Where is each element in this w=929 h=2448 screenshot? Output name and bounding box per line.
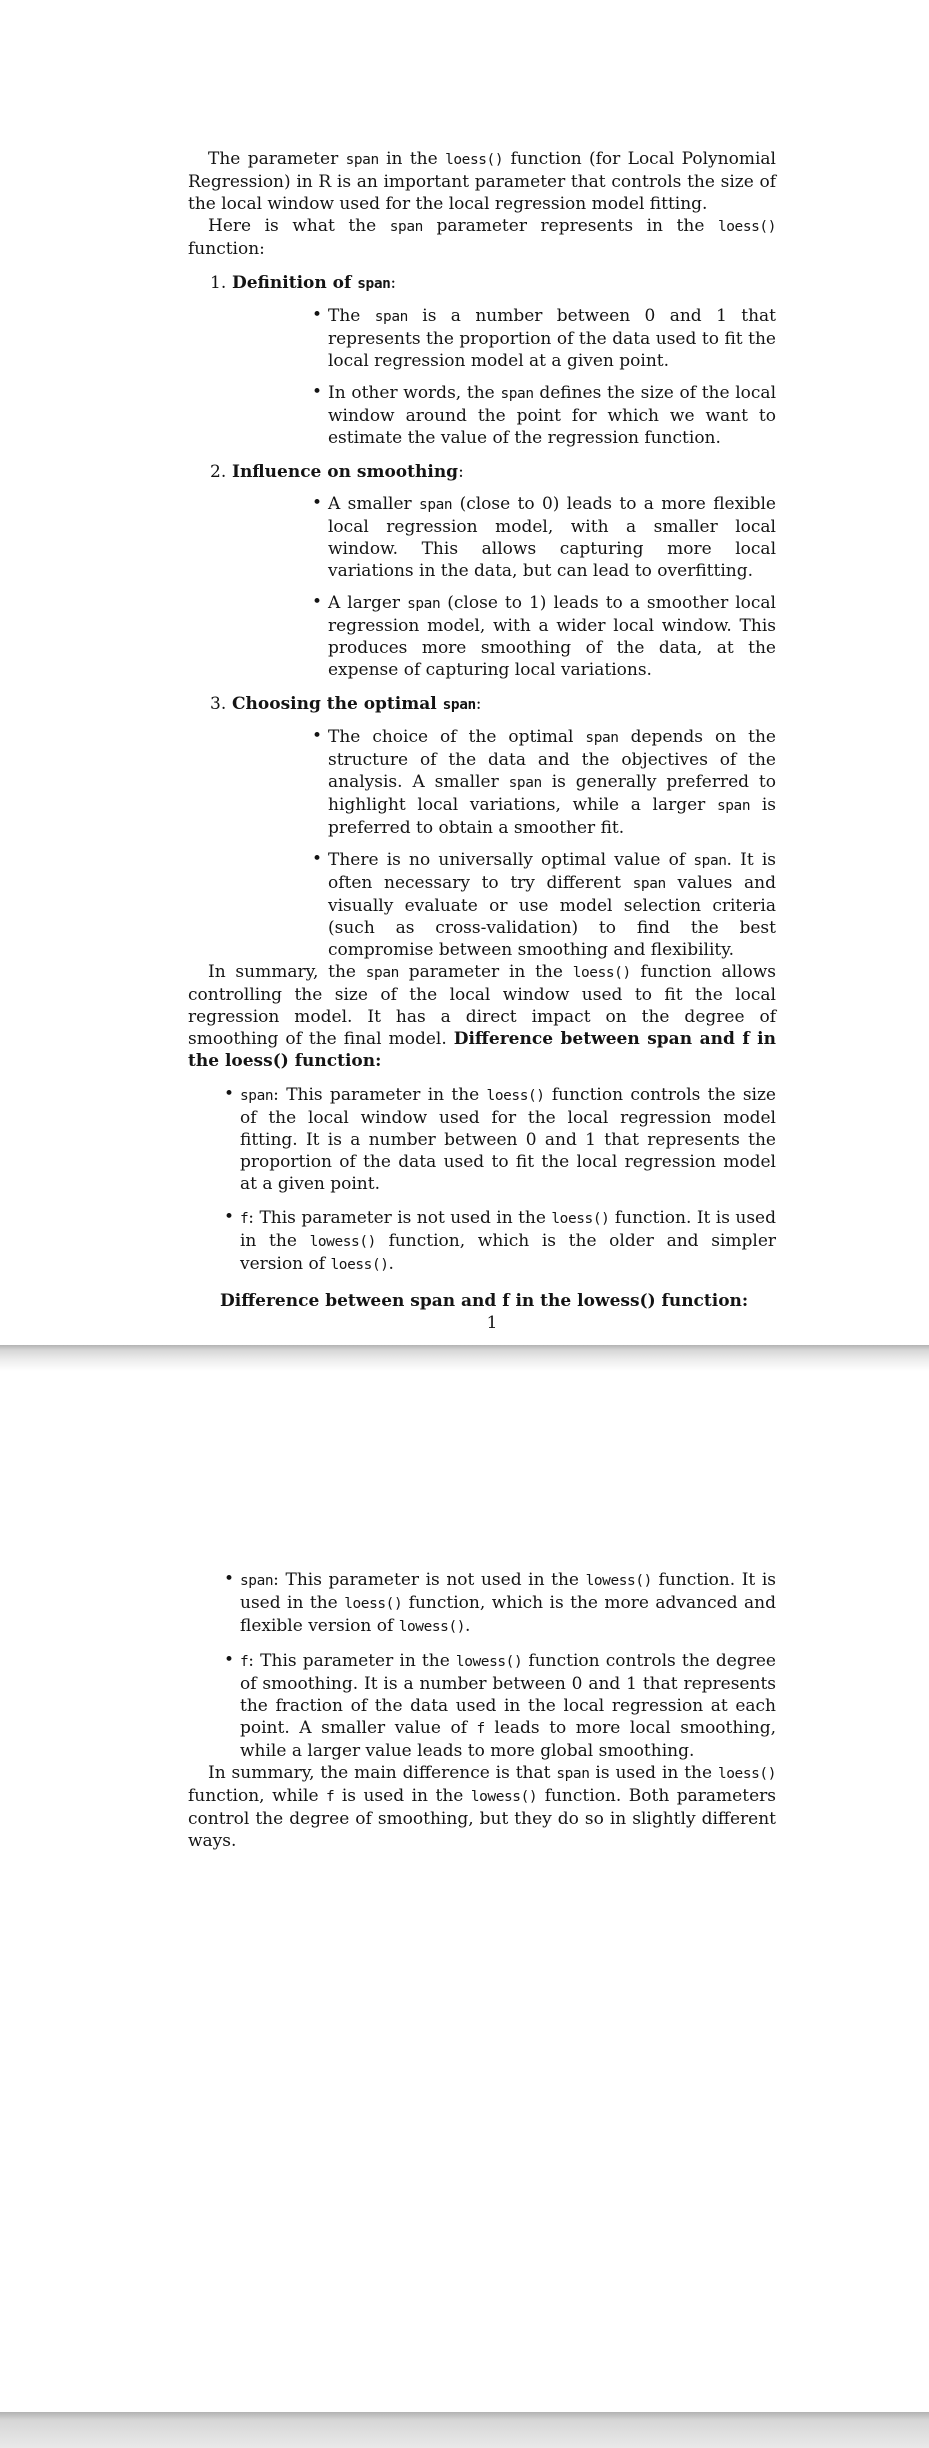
text-run: : xyxy=(475,694,482,714)
text-run: loess() xyxy=(572,965,631,981)
bullet-text xyxy=(328,593,776,680)
text-run: span xyxy=(419,497,453,513)
page-number: 1 xyxy=(486,1313,498,1333)
text-run: A larger xyxy=(328,593,408,613)
text-run: is generally preferred to highlight local variations, while a larger xyxy=(328,772,777,815)
text-run: In other words, the xyxy=(328,383,501,403)
text-run: The parameter xyxy=(208,149,346,169)
bullet-text xyxy=(240,1085,776,1194)
bullet-text xyxy=(240,1651,776,1761)
text-run: Choosing the optimal xyxy=(232,694,443,714)
list-number: 2. xyxy=(210,462,227,482)
text-run: : xyxy=(458,462,464,482)
text-run: span xyxy=(345,152,379,168)
bullet-text xyxy=(328,850,776,960)
list-number: 3. xyxy=(210,694,227,714)
paragraph-final-summary xyxy=(188,1762,776,1852)
text-run: depends on the structure of the data and the objectives of the analysis. A smaller xyxy=(328,727,776,792)
bullet-text xyxy=(328,494,776,581)
text-run: function (for Local Polynomial Regression) in R is an important parameter that controls the size of the local window used for the local regression model fitting. xyxy=(188,149,776,214)
bullet-f-loess xyxy=(188,1207,776,1276)
text-run: lowess() xyxy=(585,1573,652,1589)
text-run: loess() xyxy=(486,1088,545,1104)
text-run: function controls the degree of smoothing. It is a number between 0 and 1 that represents the fraction of the data used in the local regression at each point. A smaller value of xyxy=(240,1651,776,1738)
bullet-icon: • xyxy=(224,1569,235,1589)
text-run: : xyxy=(390,273,397,293)
text-run: A smaller xyxy=(328,494,420,514)
text-run: span xyxy=(357,276,391,292)
text-run: values and visually evaluate or use model selection criteria (such as cross-validation) to find the best compromise between smoothing and flexibility. xyxy=(328,873,776,960)
list-number: 1. xyxy=(210,273,227,293)
text-run: span xyxy=(585,730,619,746)
text-run: function: xyxy=(188,239,265,259)
text-run: span xyxy=(365,965,399,981)
text-run: span xyxy=(508,775,542,791)
list-item-definition xyxy=(188,272,776,449)
text-run: The choice of the optimal xyxy=(328,727,586,747)
text-run: is used in the xyxy=(334,1786,471,1806)
text-run: loess() xyxy=(344,1596,403,1612)
bullet-item xyxy=(232,305,776,372)
text-run: . xyxy=(388,1254,394,1274)
bullet-icon: • xyxy=(312,382,323,402)
text-run: : This parameter is not used in the xyxy=(248,1208,552,1228)
text-run: function controls the size of the local window used for the local regression model fitting. It is a number between 0 and 1 that represents the proportion of the data used to fit the local regression model at a given point. xyxy=(240,1085,776,1194)
text-run: function. It is used in the xyxy=(240,1208,776,1251)
text-run: in the xyxy=(378,149,446,169)
bullet-text xyxy=(328,383,776,448)
text-run: loess() xyxy=(445,152,504,168)
text-run: function. Both parameters control the degree of smoothing, but they do so in slightly different ways. xyxy=(188,1786,776,1851)
text-run: Difference between span and f in the loess() function: xyxy=(188,1029,776,1071)
text-run: There is no universally optimal value of xyxy=(328,850,694,870)
bullet-icon: • xyxy=(224,1207,235,1227)
text-run: span xyxy=(240,1573,274,1589)
text-run: (close to 1) leads to a smoother local regression model, with a wider local window. This produces more smoothing of the data, at the expense of capturing local variations. xyxy=(328,593,776,680)
text-run: Influence on smoothing xyxy=(232,462,459,482)
text-run: is used in the xyxy=(589,1763,718,1783)
text-run: f xyxy=(240,1654,249,1670)
text-run: loess() xyxy=(330,1257,389,1273)
text-run: leads to more local smoothing, while a larger value leads to more global smoothing. xyxy=(240,1718,776,1761)
text-run: is preferred to obtain a smoother fit. xyxy=(328,795,776,838)
text-run: span xyxy=(442,697,476,713)
text-run: span xyxy=(240,1088,274,1104)
page-1-content xyxy=(188,148,776,1334)
text-run: function allows controlling the size of the local window used to fit the local regression model. It has a direct impact on the degree of smoothing of the final model. xyxy=(188,962,776,1049)
text-run: In summary, the xyxy=(208,962,366,982)
text-run: (close to 0) leads to a more flexible local regression model, with a smaller local window. This allows capturing more local variations in the data, but can lead to overfitting. xyxy=(328,494,776,581)
text-run: . xyxy=(465,1616,471,1636)
page-2-content xyxy=(188,1557,776,1852)
text-run: span xyxy=(389,219,423,235)
text-run: . It is often necessary to try different xyxy=(328,850,776,893)
text-run: loess() xyxy=(717,1766,776,1782)
text-run: function. It is used in the xyxy=(240,1570,776,1613)
page-separator-bottom xyxy=(0,2412,929,2448)
text-run: function, while xyxy=(188,1786,327,1806)
list-item-heading xyxy=(232,272,776,295)
paragraph-lead-in xyxy=(188,215,776,260)
text-run: Difference between span and f in the lowess() function: xyxy=(220,1291,749,1311)
text-run: f xyxy=(240,1211,249,1227)
bullet-item xyxy=(232,493,776,582)
bullet-item xyxy=(232,592,776,681)
bullet-icon: • xyxy=(312,305,323,325)
bullet-text xyxy=(328,727,776,838)
bullet-icon: • xyxy=(224,1650,235,1670)
text-run: loess() xyxy=(551,1211,610,1227)
bullet-item xyxy=(232,849,776,961)
bullet-f-lowess xyxy=(188,1650,776,1762)
text-run: f xyxy=(326,1789,335,1805)
bullet-text xyxy=(328,306,776,371)
bullet-icon: • xyxy=(312,493,323,513)
text-run: Definition of xyxy=(232,273,358,293)
text-run: span xyxy=(500,386,534,402)
text-run: span xyxy=(693,853,727,869)
text-run: defines the size of the local window around the point for which we want to estimate the value of the regression function. xyxy=(328,383,777,448)
text-run: Here is what the xyxy=(208,216,390,236)
text-run: parameter in the xyxy=(398,962,573,982)
list-item-heading xyxy=(232,693,776,716)
page-2 xyxy=(0,1371,929,2412)
text-run: span xyxy=(374,309,408,325)
bullet-text xyxy=(240,1208,776,1274)
text-run: function, which is the older and simpler version of xyxy=(240,1231,777,1274)
bullet-text xyxy=(240,1570,776,1636)
text-run: In summary, the main difference is that xyxy=(208,1763,557,1783)
bullet-item xyxy=(232,726,776,839)
section-heading-lowess-difference xyxy=(188,1290,776,1312)
text-run: f xyxy=(476,1721,485,1737)
text-run: span xyxy=(716,798,751,814)
list-item-influence xyxy=(188,461,776,681)
list-item-heading xyxy=(232,461,776,483)
text-run: lowess() xyxy=(470,1789,538,1805)
bullet-span-loess xyxy=(188,1084,776,1195)
text-run: span xyxy=(407,596,441,612)
list-item-choosing xyxy=(188,693,776,961)
text-run: parameter represents in the xyxy=(422,216,718,236)
text-run: function, which is the more advanced and flexible version of xyxy=(240,1593,776,1636)
text-run: span xyxy=(556,1766,590,1782)
text-run: : This parameter is not used in the xyxy=(273,1570,586,1590)
text-run: is a number between 0 and 1 that represents the proportion of the data used to fit the local regression model at a given point. xyxy=(328,306,776,371)
bullet-icon: • xyxy=(224,1084,235,1104)
bullet-span-lowess xyxy=(188,1569,776,1638)
bullet-icon: • xyxy=(312,592,323,612)
text-run: : This parameter in the xyxy=(248,1651,456,1671)
bullet-icon: • xyxy=(312,849,323,869)
text-run: lowess() xyxy=(309,1234,376,1250)
text-run: loess() xyxy=(717,219,776,235)
text-run: span xyxy=(632,876,666,892)
text-run: The xyxy=(328,306,375,326)
text-run: lowess() xyxy=(398,1619,466,1635)
text-run: : This parameter in the xyxy=(273,1085,487,1105)
page-separator xyxy=(0,1345,929,1371)
text-run: lowess() xyxy=(455,1654,523,1670)
paragraph-intro xyxy=(188,148,776,215)
bullet-icon: • xyxy=(312,726,323,746)
bullet-item xyxy=(232,382,776,449)
paragraph-summary xyxy=(188,961,776,1072)
